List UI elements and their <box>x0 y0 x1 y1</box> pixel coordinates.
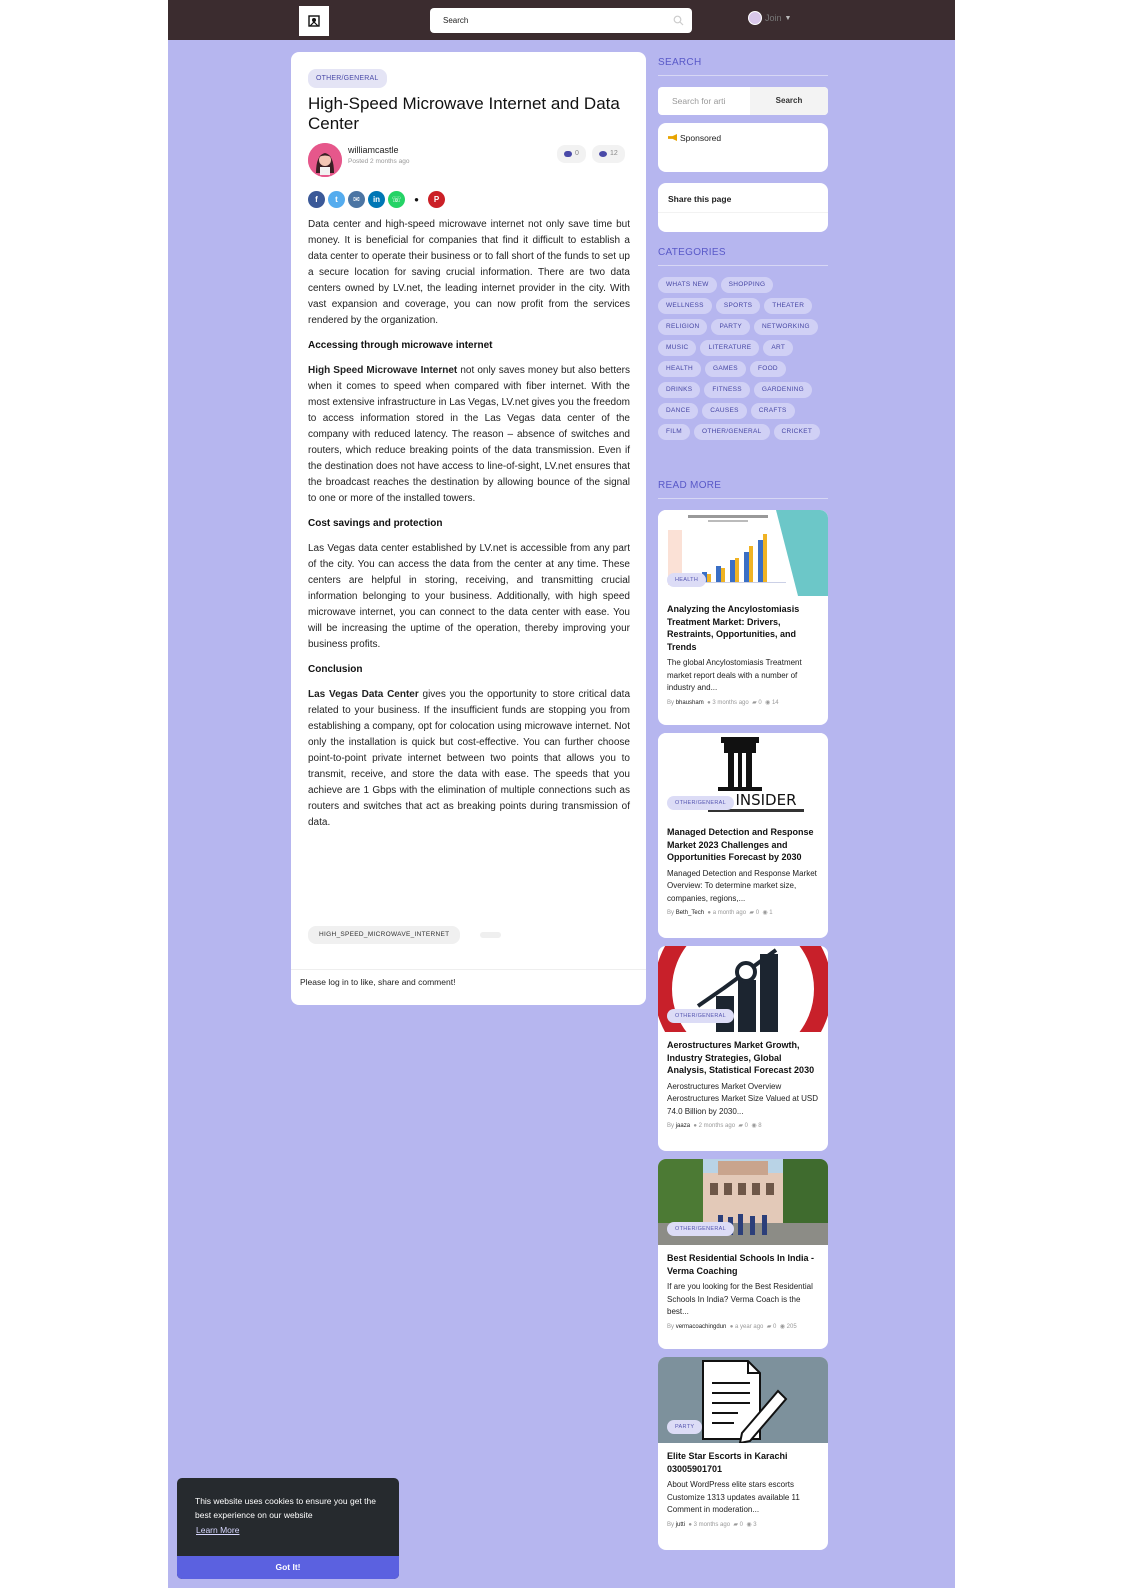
read-more-card[interactable] <box>658 1159 828 1349</box>
read-more-card[interactable] <box>658 733 828 938</box>
card-title[interactable]: Best Residential Schools In India - Verma Coaching <box>667 1253 815 1276</box>
join-label: Join <box>765 13 782 23</box>
clock-icon: ● <box>693 1123 697 1129</box>
article-subheading: Conclusion <box>308 664 363 675</box>
header-search-input[interactable] <box>430 8 692 33</box>
article-body <box>308 217 630 840</box>
comments-icon: ▰ <box>733 1521 738 1528</box>
sidebar-search-button[interactable]: Search <box>750 87 828 115</box>
card-description: The global Ancylostomiasis Treatment market report deals with a number of industry and... <box>667 658 802 692</box>
category-pill[interactable]: FITNESS <box>704 382 750 398</box>
card-thumbnail[interactable] <box>658 510 828 596</box>
chevron-down-icon: ▼ <box>784 14 792 22</box>
article-card <box>291 52 646 1005</box>
read-more-card[interactable] <box>658 946 828 1151</box>
linkedin-icon[interactable]: in <box>368 191 385 208</box>
top-navbar <box>168 0 955 40</box>
card-category-badge[interactable]: OTHER/GENERAL <box>667 1009 734 1023</box>
divider <box>658 265 828 266</box>
card-description: Aerostructures Market Overview Aerostructures Market Size Valued at USD 74.0 Billion by 2030... <box>667 1081 819 1116</box>
sidebar-search-input[interactable]: Search for arti <box>672 96 726 106</box>
views-count: 12 <box>592 145 625 163</box>
category-pill[interactable]: WHATS NEW <box>658 277 717 293</box>
card-category-badge[interactable]: OTHER/GENERAL <box>667 1222 734 1236</box>
author-name[interactable]: williamcastle <box>348 145 399 155</box>
card-thumbnail[interactable] <box>658 1357 828 1443</box>
eye-icon: ◉ <box>746 1521 752 1528</box>
share-page-header: Share this page <box>658 183 828 213</box>
eye-icon: ◉ <box>779 1323 785 1330</box>
eye-icon: ◉ <box>751 1123 757 1129</box>
card-title[interactable]: Managed Detection and Response Market 2023 Challenges and Opportunities Forecast by 2030 <box>667 827 814 862</box>
category-pill[interactable]: LITERATURE <box>700 340 759 356</box>
categories-heading: CATEGORIES <box>658 247 726 258</box>
read-more-card[interactable] <box>658 510 828 725</box>
card-thumbnail[interactable] <box>658 946 828 1032</box>
article-link-bold[interactable]: High Speed Microwave Internet <box>308 365 458 376</box>
card-author[interactable]: jutti <box>675 1521 686 1528</box>
vkontakte-icon[interactable]: ✉ <box>348 191 365 208</box>
card-category-badge[interactable]: OTHER/GENERAL <box>667 796 734 810</box>
card-thumbnail[interactable] <box>658 733 828 819</box>
card-category-badge[interactable]: PARTY <box>667 1420 702 1434</box>
megaphone-icon <box>668 134 677 141</box>
clock-icon: ● <box>729 1323 734 1330</box>
join-menu[interactable] <box>748 11 791 25</box>
article-title: High-Speed Microwave Internet and Data Center <box>308 94 620 133</box>
article-link-bold[interactable]: Las Vegas Data Center <box>308 689 419 700</box>
card-author[interactable]: bhausham <box>675 699 704 706</box>
category-pill[interactable]: DANCE <box>658 403 698 419</box>
share-buttons <box>308 191 445 208</box>
search-icon[interactable] <box>673 15 684 26</box>
article-paragraph: Las Vegas Data Center gives you the opportunity to store critical data related to your business. If the insufficient funds are stopping you from establishing a company, opt for colocation using microwave internet. Not only the installation is quick but cost-effective. You can further choose point-to-point private internet between two points that allows you to transmit, receive, and store the data with ease. The speeds that you achieve are 1 Gbps with the elimination of multiple connections such as routers and switches that act as breaking points during transmission of data. <box>308 689 631 828</box>
comments-icon: ▰ <box>738 1123 743 1129</box>
divider <box>291 969 646 970</box>
category-pill[interactable]: SPORTS <box>716 298 760 314</box>
pinterest-icon[interactable]: P <box>428 191 445 208</box>
twitter-icon[interactable]: t <box>328 191 345 208</box>
site-logo[interactable] <box>299 6 329 36</box>
cookie-accept-button[interactable]: Got It! <box>177 1556 399 1579</box>
search-heading: SEARCH <box>658 57 702 68</box>
user-avatar-icon <box>748 11 762 25</box>
card-meta: By jaaza ● 2 months ago ▰ 0 ◉ 8 <box>667 1123 762 1129</box>
card-author[interactable]: vermacoachingdun <box>675 1323 727 1330</box>
category-pill[interactable]: DRINKS <box>658 382 700 398</box>
category-pill[interactable]: THEATER <box>764 298 812 314</box>
category-pill[interactable]: ART <box>763 340 793 356</box>
category-pill[interactable]: FOOD <box>750 361 786 377</box>
article-paragraph: Data center and high-speed microwave internet not only save time but money. It is beneficial for companies that find it difficult to establish a data center to operate their business or to fall short of the funds to set up a secure location for saving crucial information. There are two data centers owned by LV.net, the leading internet provider in the city. With vast expansion and coverage, you can now profit from the services rendered by the organization. <box>308 219 630 326</box>
read-more-heading: READ MORE <box>658 480 722 491</box>
tag-placeholder <box>480 932 501 938</box>
card-author[interactable]: jaaza <box>675 1123 691 1129</box>
clock-icon: ● <box>707 699 711 706</box>
read-more-card[interactable] <box>658 1357 828 1550</box>
eye-icon: ◉ <box>765 699 771 706</box>
card-description: Managed Detection and Response Market Overview: To determine market size, companies, regions,... <box>667 868 817 903</box>
category-pill[interactable]: OTHER/GENERAL <box>694 424 770 440</box>
article-subheading: Cost savings and protection <box>308 518 443 529</box>
category-pill[interactable]: HEALTH <box>658 361 701 377</box>
author-avatar-icon <box>308 143 342 177</box>
header-search-placeholder: Search <box>443 16 469 25</box>
facebook-icon[interactable]: f <box>308 191 325 208</box>
learn-more-link[interactable]: Learn More <box>196 1525 240 1535</box>
card-category-badge[interactable]: HEALTH <box>667 573 706 587</box>
comments-icon: ▰ <box>752 699 757 706</box>
comments-icon <box>564 151 572 157</box>
card-description: If are you looking for the Best Residential Schools In India? Verma Coach is the best... <box>667 1282 813 1316</box>
logo-wordmark: INSIDER <box>735 791 797 809</box>
whatsapp-icon[interactable]: ☏ <box>388 191 405 208</box>
cookie-banner <box>177 1478 399 1579</box>
card-meta: By bhausham ● 3 months ago ▰ 0 ◉ 14 <box>667 699 779 706</box>
category-pill[interactable]: MUSIC <box>658 340 696 356</box>
clock-icon: ● <box>688 1521 692 1528</box>
article-tag[interactable]: HIGH_SPEED_MICROWAVE_INTERNET <box>308 926 460 944</box>
card-meta: By jutti ● 3 months ago ▰ 0 ◉ 3 <box>667 1521 757 1528</box>
card-title[interactable]: Analyzing the Ancylostomiasis Treatment Market: Drivers, Restraints, Opportunities, and Trends <box>667 604 800 652</box>
categories-list <box>658 277 830 440</box>
okru-icon[interactable]: ● <box>408 191 425 208</box>
category-pill[interactable]: SHOPPING <box>721 277 774 293</box>
sidebar-search-form <box>658 87 828 115</box>
article-paragraph: Las Vegas data center established by LV.net is accessible from any part of the city. You can access the data from the center at any time. These centers are helpful in storing, receiving, and transmitting crucial information belonging to your business. Additionally, with high speed microwave internet, you can connect to the data center with ease. You will be increasing the uptime of the operation, thereby improving your business profits. <box>308 543 630 650</box>
article-paragraph: High Speed Microwave Internet not only saves money but also betters when it comes to speed when compared with fiber internet. With the most extensive infrastructure in Las Vegas, LV.net gives you the freedom to access information stored in the Las Vegas data center of the company with reduced latency. The reason – absence of switches and routers, which reduce breaking points of the data transmission. Even if the destination does not have access to line-of-sight, LV.net ensures that the broadcast reaches the destination by allowing bounce of the signal to one or more of the installed towers. <box>308 365 630 504</box>
article-subheading: Accessing through microwave internet <box>308 340 493 351</box>
card-author[interactable]: Beth_Tech <box>675 910 705 916</box>
logo-icon <box>307 14 321 28</box>
category-pill[interactable]: FILM <box>658 424 690 440</box>
card-title[interactable]: Elite Star Escorts in Karachi 03005901701 <box>667 1451 788 1474</box>
share-page-box <box>658 183 828 232</box>
card-description: About WordPress elite stars escorts Customize 1313 updates available 11 Comment in moderation... <box>667 1480 800 1514</box>
author-avatar[interactable] <box>308 143 342 177</box>
cookie-message: This website uses cookies to ensure you get the best experience on our website <box>195 1496 376 1520</box>
category-pill[interactable]: NETWORKING <box>754 319 818 335</box>
card-meta: By vermacoachingdun ● a year ago ▰ 0 ◉ 205 <box>667 1323 797 1330</box>
category-pill[interactable]: CRAFTS <box>751 403 795 419</box>
category-pill[interactable]: CRICKET <box>774 424 821 440</box>
site-frame <box>168 0 955 1588</box>
comments-icon: ▰ <box>766 1323 772 1330</box>
sponsored-box <box>658 123 828 172</box>
card-meta: By Beth_Tech ● a month ago ▰ 0 ◉ 1 <box>667 910 773 916</box>
posted-time: Posted 2 months ago <box>348 158 410 165</box>
clock-icon: ● <box>707 910 712 916</box>
category-pill[interactable]: GAMES <box>705 361 746 377</box>
divider <box>658 498 828 499</box>
category-pill[interactable]: WELLNESS <box>658 298 712 314</box>
category-pill[interactable]: PARTY <box>711 319 750 335</box>
eye-icon: ◉ <box>762 910 768 916</box>
category-pill[interactable]: RELIGION <box>658 319 707 335</box>
category-pill[interactable]: CAUSES <box>702 403 747 419</box>
comments-icon: ▰ <box>749 910 755 916</box>
comments-count[interactable]: 0 <box>557 145 586 163</box>
article-category-badge[interactable]: OTHER/GENERAL <box>308 69 387 88</box>
card-thumbnail[interactable] <box>658 1159 828 1245</box>
eye-icon <box>599 151 607 157</box>
sponsored-label: Sponsored <box>668 133 721 143</box>
category-pill[interactable]: GARDENING <box>754 382 812 398</box>
card-title[interactable]: Aerostructures Market Growth, Industry Strategies, Global Analysis, Statistical Forecast 2030 <box>667 1040 815 1075</box>
divider <box>658 75 828 76</box>
login-message: Please log in to like, share and comment! <box>300 977 456 987</box>
